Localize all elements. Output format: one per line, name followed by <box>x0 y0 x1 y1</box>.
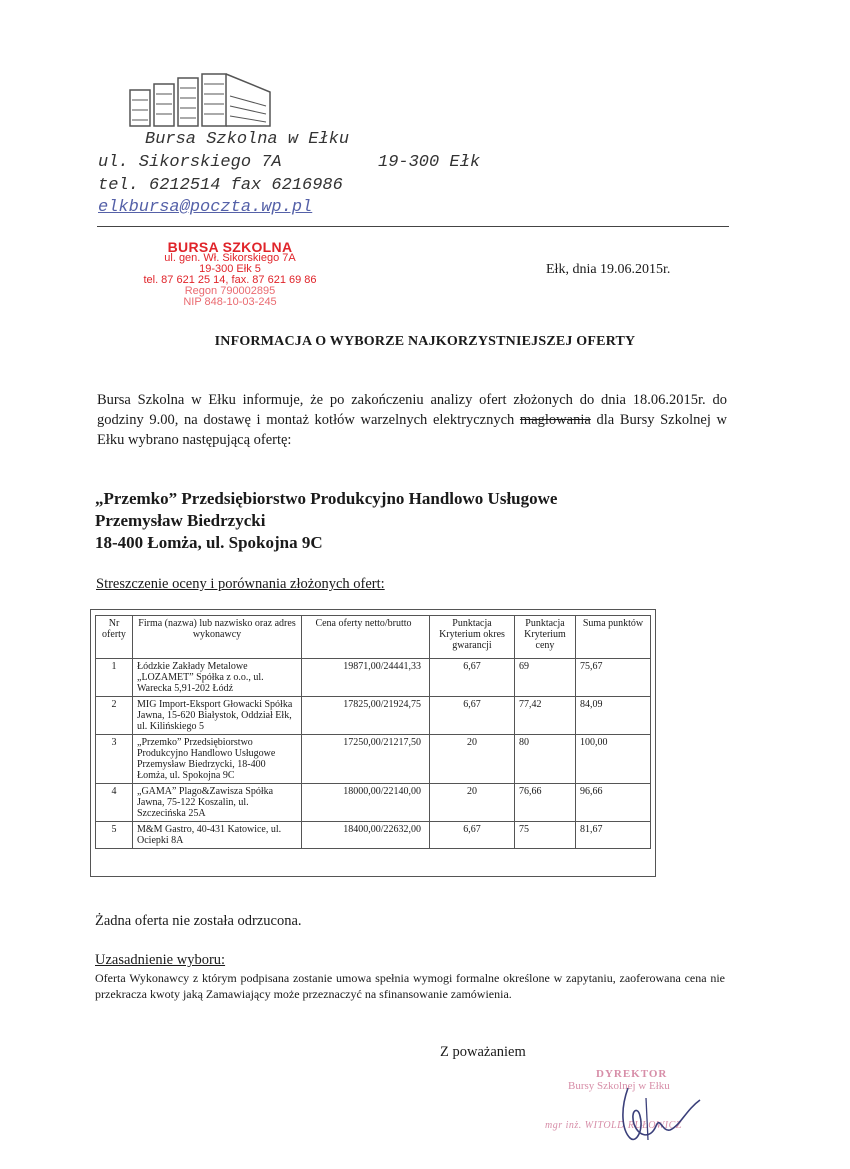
stamp-city: 19-300 Ełk 5 <box>199 263 261 275</box>
stamp-regon: Regon 790002895 <box>184 285 276 297</box>
cell-total: 100,00 <box>576 735 651 784</box>
building-logo-icon <box>120 70 280 130</box>
cell-price: 17825,00/21924,75 <box>302 697 430 735</box>
selected-offer <box>95 488 557 554</box>
stamp-phone: tel. 87 621 25 14, fax. 87 621 69 86 <box>143 274 317 286</box>
cell-warranty-score: 6,67 <box>430 697 515 735</box>
cell-price-score: 77,42 <box>515 697 576 735</box>
cell-nr: 3 <box>96 735 133 784</box>
header-price: Cena oferty netto/brutto <box>302 616 430 659</box>
letterhead-phone: tel. 6212514 fax 6216986 <box>98 176 343 195</box>
cell-total: 96,66 <box>576 784 651 822</box>
institution-stamp <box>110 239 350 308</box>
cell-price-score: 76,66 <box>515 784 576 822</box>
cell-price: 18000,00/22140,00 <box>302 784 430 822</box>
justification-text: Oferta Wykonawcy z którym podpisana zostanie umowa spełnia wymogi formalne określone w zapytaniu, zaoferowana cena nie przekracza kwoty jaką Zamawiający może przeznaczyć na sfinansowanie zamówienia. <box>95 971 725 1001</box>
offers-table-frame <box>90 609 656 877</box>
header-price-score: Punktacja Kryterium ceny <box>515 616 576 659</box>
cell-nr: 5 <box>96 822 133 849</box>
director-stamp-institution: Bursy Szkolnej w Ełku <box>568 1080 670 1092</box>
cell-nr: 4 <box>96 784 133 822</box>
cell-warranty-score: 6,67 <box>430 822 515 849</box>
cell-total: 81,67 <box>576 822 651 849</box>
table-row <box>96 735 651 784</box>
cell-firm: M&M Gastro, 40-431 Katowice, ul. Ociepki 8A <box>133 822 302 849</box>
letterhead-divider <box>97 226 729 227</box>
winner-address: 18-400 Łomża, ul. Spokojna 9C <box>95 533 323 552</box>
intro-text-1: Bursa Szkolna w Ełku informuje, że po zakończeniu analizy ofert złożonych do dnia 18.06.2015r. do godziny 9.00, na dostawę i montaż kotłów warzelnych elektrycznych <box>97 392 727 428</box>
cell-total: 75,67 <box>576 659 651 697</box>
cell-firm: „Przemko” Przedsiębiorstwo Produkcyjno Handlowo Usługowe Przemysław Biedrzycki, 18-400 Łomża, ul. Spokojna 9C <box>133 735 302 784</box>
rejected-offers-note: Żadna oferta nie została odrzucona. <box>95 913 302 929</box>
winner-owner: Przemysław Biedrzycki <box>95 511 266 530</box>
header-total: Suma punktów <box>576 616 651 659</box>
offers-table <box>95 615 651 849</box>
justification-heading: Uzasadnienie wyboru: <box>95 952 226 968</box>
director-stamp-name: mgr inż. WITOLD RUŁOWICZ <box>545 1120 682 1131</box>
intro-paragraph <box>97 390 727 450</box>
stamp-street: ul. gen. Wł. Sikorskiego 7A <box>164 252 296 264</box>
cell-firm: MIG Import-Eksport Głowacki Spółka Jawna, 15-620 Białystok, Oddział Ełk, ul. Kilińskiego 5 <box>133 697 302 735</box>
cell-price-score: 80 <box>515 735 576 784</box>
letterhead-city: 19-300 Ełk <box>378 153 481 172</box>
intro-text-2: dla Bursy Szkolnej w Ełku wybrano następującą ofertę: <box>97 412 727 448</box>
header-firm: Firma (nazwa) lub nazwisko oraz adres wykonawcy <box>133 616 302 659</box>
cell-nr: 2 <box>96 697 133 735</box>
handwritten-signature-icon <box>600 1080 720 1150</box>
cell-price: 19871,00/24441,33 <box>302 659 430 697</box>
cell-price-score: 69 <box>515 659 576 697</box>
table-row <box>96 697 651 735</box>
cell-nr: 1 <box>96 659 133 697</box>
document-title: INFORMACJA O WYBORZE NAJKORZYSTNIEJSZEJ OFERTY <box>214 334 636 349</box>
stamp-nip: NIP 848-10-03-245 <box>183 296 277 308</box>
cell-price-score: 75 <box>515 822 576 849</box>
letterhead-name: Bursa Szkolna w Ełku <box>145 130 350 149</box>
stamp-title: BURSA SZKOLNA <box>167 239 293 255</box>
cell-warranty-score: 20 <box>430 735 515 784</box>
cell-price: 17250,00/21217,50 <box>302 735 430 784</box>
cell-price: 18400,00/22632,00 <box>302 822 430 849</box>
intro-struck-word: maglowania <box>519 412 591 428</box>
table-row <box>96 822 651 849</box>
header-warranty-score: Punktacja Kryterium okres gwarancji <box>430 616 515 659</box>
closing-regards: Z poważaniem <box>440 1044 526 1060</box>
cell-total: 84,09 <box>576 697 651 735</box>
document-date: Ełk, dnia 19.06.2015r. <box>546 262 671 277</box>
letterhead-address: ul. Sikorskiego 7A <box>98 153 282 172</box>
summary-heading: Streszczenie oceny i porównania złożonych ofert: <box>96 576 385 592</box>
table-row <box>96 659 651 697</box>
letterhead-email-link[interactable]: elkbursa@poczta.wp.pl <box>98 198 313 217</box>
header-nr: Nr oferty <box>96 616 133 659</box>
director-stamp-title: DYREKTOR <box>596 1068 668 1080</box>
cell-warranty-score: 6,67 <box>430 659 515 697</box>
cell-firm: Łódzkie Zakłady Metalowe „LOZAMET” Spółka z o.o., ul. Warecka 5,91-202 Łódź <box>133 659 302 697</box>
winner-name: „Przemko” Przedsiębiorstwo Produkcyjno Handlowo Usługowe <box>95 489 558 508</box>
table-header-row <box>96 616 651 659</box>
cell-warranty-score: 20 <box>430 784 515 822</box>
cell-firm: „GAMA” Plago&Zawisza Spółka Jawna, 75-122 Koszalin, ul. Szczecińska 25A <box>133 784 302 822</box>
table-row <box>96 784 651 822</box>
